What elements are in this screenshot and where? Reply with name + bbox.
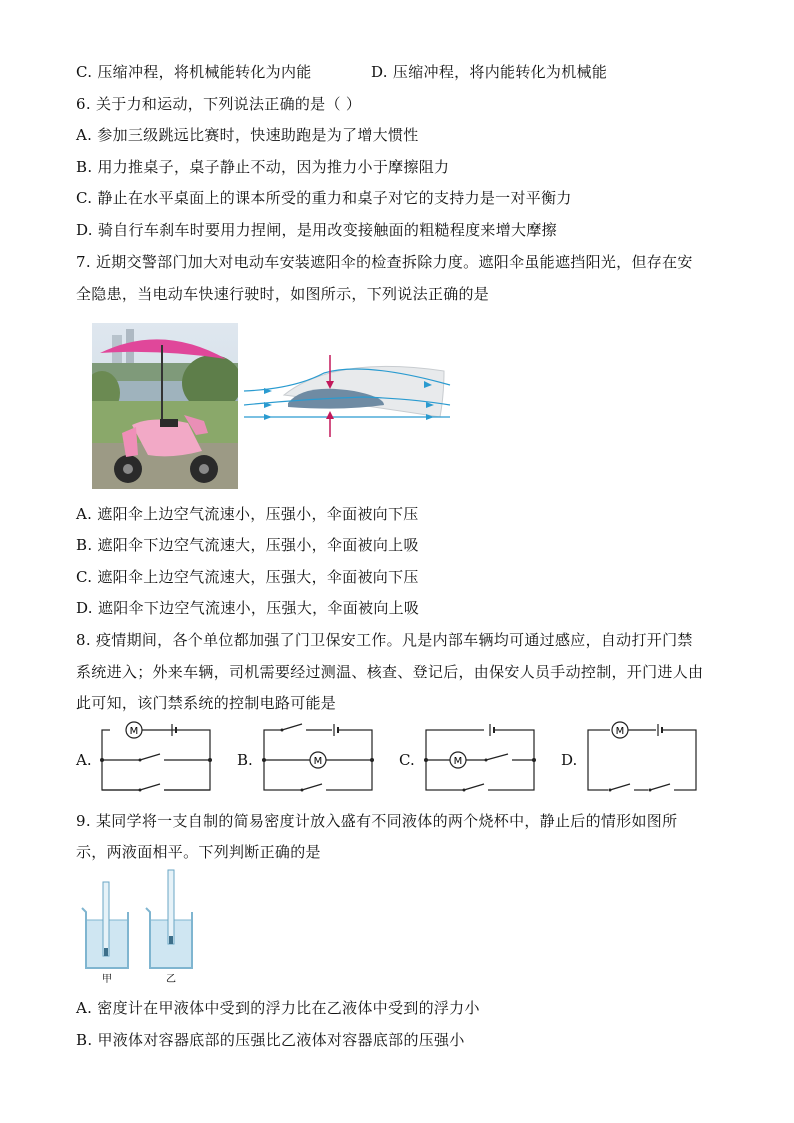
beaker-jia-label: 甲 <box>102 974 112 985</box>
circuit-a <box>100 720 212 792</box>
q7-option-d: D. 遮阳伞下边空气流速小，压强大，伞面被向上吸 <box>76 599 420 617</box>
q5-option-d: D. 压缩冲程，将内能转化为机械能 <box>371 63 608 81</box>
q7-option-a: A. 遮阳伞上边空气流速小，压强小，伞面被向下压 <box>76 505 419 523</box>
q9-stem-line2: 示，两液面相平。下列判断正确的是 <box>76 843 321 861</box>
scooter-umbrella-photo <box>92 323 238 489</box>
q8-option-d-label: D. <box>561 751 578 769</box>
q8-option-a-label: A. <box>76 751 92 769</box>
q8-option-b-label: B. <box>237 751 253 769</box>
beaker-yi-label: 乙 <box>166 974 176 985</box>
q9-stem-line1: 9. 某同学将一支自制的简易密度计放入盛有不同液体的两个烧杯中，静止后的情形如图所 <box>76 812 678 830</box>
q7-option-c: C. 遮阳伞上边空气流速大，压强大，伞面被向下压 <box>76 568 419 586</box>
circuit-c <box>424 720 536 792</box>
q8-stem-line3: 此可知，该门禁系统的控制电路可能是 <box>76 694 337 712</box>
q8-stem-line1: 8. 疫情期间，各个单位都加强了门卫保安工作。凡是内部车辆均可通过感应，自动打开门禁 <box>76 631 693 649</box>
motor-label: M <box>453 756 463 767</box>
motor-label: M <box>615 726 625 737</box>
circuit-d <box>586 720 698 792</box>
q6-option-d: D. 骑自行车刹车时要用力捏闸，是用改变接触面的粗糙程度来增大摩擦 <box>76 221 557 239</box>
q8-option-c-label: C. <box>399 751 415 769</box>
motor-label: M <box>313 756 323 767</box>
q6-option-a: A. 参加三级跳远比赛时，快速助跑是为了增大惯性 <box>76 126 419 144</box>
q8-stem-line2: 系统进入；外来车辆，司机需要经过测温、核查、登记后，由保安人员手动控制，开门进人由 <box>76 663 704 681</box>
q7-option-b: B. 遮阳伞下边空气流速大，压强小，伞面被向上吸 <box>76 536 419 554</box>
motor-label: M <box>129 726 139 737</box>
q6-option-c: C. 静止在水平桌面上的课本所受的重力和桌子对它的支持力是一对平衡力 <box>76 189 572 207</box>
q9-option-b: B. 甲液体对容器底部的压强比乙液体对容器底部的压强小 <box>76 1031 465 1049</box>
q9-option-a: A. 密度计在甲液体中受到的浮力比在乙液体中受到的浮力小 <box>76 999 480 1017</box>
q5-option-c: C. 压缩冲程，将机械能转化为内能 <box>76 63 312 81</box>
circuit-b <box>262 720 374 792</box>
q6-stem: 6. 关于力和运动，下列说法正确的是（ ） <box>76 95 362 113</box>
beakers-diagram <box>78 868 198 988</box>
q7-stem-line1: 7. 近期交警部门加大对电动车安装遮阳伞的检查拆除力度。遮阳伞虽能遮挡阳光，但存在安 <box>76 253 693 271</box>
q7-stem-line2: 全隐患，当电动车快速行驶时，如图所示，下列说法正确的是 <box>76 285 490 303</box>
airflow-diagram <box>244 355 454 437</box>
q6-option-b: B. 用力推桌子，桌子静止不动，因为推力小于摩擦阻力 <box>76 158 450 176</box>
